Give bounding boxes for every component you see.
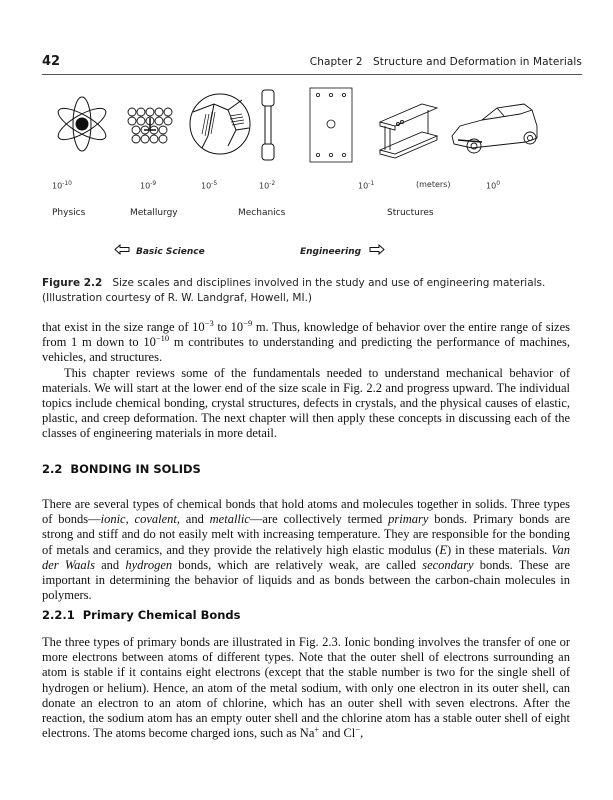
scale-label-1e-5: $10^{-5}$ (201, 180, 218, 191)
section-heading-2-2-1: 2.2.1 Primary Chemical Bonds (42, 608, 241, 622)
left-arrow-icon (114, 244, 130, 255)
discipline-structures: Structures (387, 208, 434, 218)
section-2-2-1-paragraph: The three types of primary bonds are illustrated in Fig. 2.3. Ionic bonding involves the transfer of one or more electrons between atoms of different types. Note that the outer shell of electrons surrounding an atom is stable if it contains eight electrons (except that the stable number is two for the single shell of hydrogen or helium). Hence, an atom of the metal sodium, with only one electron in its outer shell, can donate an electron to an atom of chlorine, which has an outer shell with seven electrons. After the reaction, the sodium atom has an empty outer shell and the chlorine atom has a stable outer shell of eight electrons. The atoms become charged ions, such as Na+ and Cl−, (42, 635, 570, 741)
figure-2-2 (42, 86, 582, 266)
figure-caption (42, 276, 582, 306)
page-number: 42 (42, 54, 61, 69)
section-heading-2-2: 2.2 BONDING IN SOLIDS (42, 462, 201, 476)
scale-label-1e-1: $10^{-1}$ (358, 180, 375, 191)
section-2-2-paragraph: There are several types of chemical bonds that hold atoms and molecules together in solids. Three types of bonds—ionic, covalent, and metallic—are collectively termed primary bonds. Primary bonds are strong and stiff and do not easily melt with increasing temperature. They are responsible for the bonding of metals and ceramics, and they provide the relatively high elastic modulus (E) in these materials. Van der Waals and hydrogen bonds, which are relatively weak, are called secondary bonds. These are important in determining the behavior of liquids and as bonds between the carbon-chain molecules in polymers. (42, 497, 570, 603)
grain-structure-icon (190, 94, 250, 154)
intro-paragraph-1: that exist in the size range of $10^{-3}$ to $10^{-9}$ m. Thus, knowledge of behavior over the entire range of sizes from 1 m down to $10^{-10}$ m contributes to understanding and predicting the performance of machines, vehicles, and structures. (42, 317, 571, 365)
discipline-metallurgy: Metallurgy (130, 208, 178, 218)
running-head: Chapter 2 Structure and Deformation in Materials (309, 56, 582, 68)
discipline-physics: Physics (52, 208, 86, 218)
page-header (42, 52, 582, 75)
scale-label-1e-9: $10^{-9}$ (140, 180, 157, 191)
figure-illustrations (42, 86, 582, 176)
plate-with-hole-icon (310, 88, 352, 162)
atom-icon (54, 97, 110, 151)
right-arrow-icon (369, 244, 385, 255)
i-beam-icon (380, 104, 437, 158)
scale-units-label: (meters) (416, 180, 451, 189)
basic-science-direction (114, 244, 205, 257)
engineering-label: Engineering (300, 247, 362, 257)
basic-science-label: Basic Science (136, 247, 205, 257)
intro-text (42, 317, 571, 442)
section-2-2-text (42, 497, 570, 603)
scale-label-1e-2: $10^{-2}$ (259, 180, 276, 191)
discipline-mechanics: Mechanics (238, 208, 286, 218)
engineering-direction (300, 244, 385, 257)
intro-paragraph-2: This chapter reviews some of the fundamentals needed to understand mechanical behavior of materials. We will start at the lower end of the size scale in Fig. 2.2 and progress upward. The individual topics include chemical bonding, crystal structures, defects in crystals, and the physical causes of elastic, plastic, and creep deformation. The next chapter will then apply these concepts in discussing each of the classes of engineering materials in more detail. (42, 365, 570, 441)
caption-text: Size scales and disciplines involved in the study and use of engineering materials. (Illustration courtesy of R. W. Landgraf, Howell, MI.) (42, 277, 546, 304)
tensile-specimen-icon (262, 90, 274, 160)
section-2-2-1-text (42, 635, 570, 741)
crystal-lattice-icon (128, 108, 172, 143)
figure-label: Figure 2.2 (42, 277, 103, 289)
scale-label-1e-10: $10^{-10}$ (52, 180, 72, 191)
scale-label-1e0: $10^0$ (486, 180, 501, 191)
car-icon (452, 104, 537, 153)
